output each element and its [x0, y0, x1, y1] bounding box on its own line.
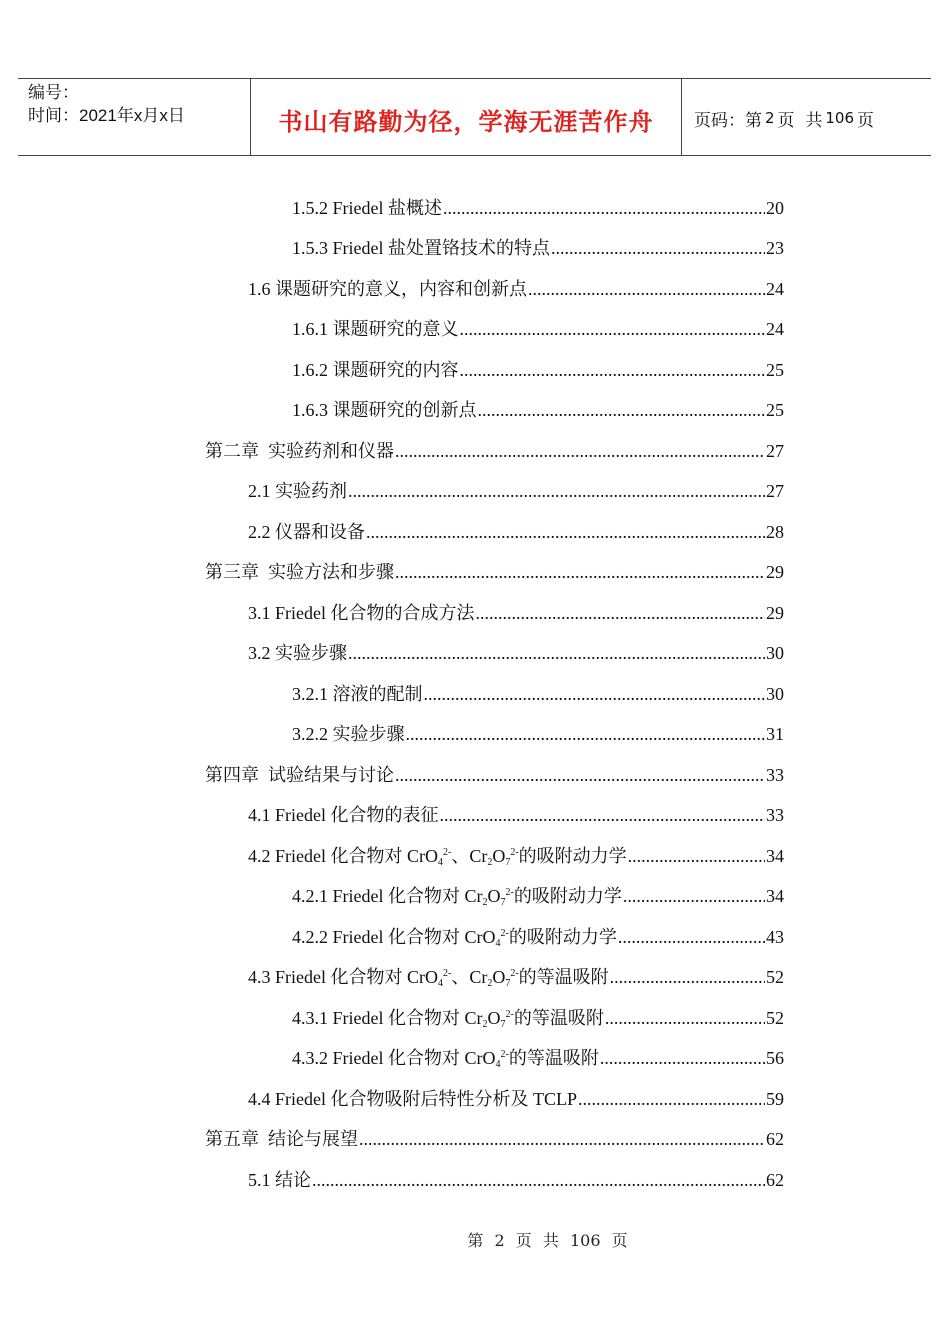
header-meta	[18, 79, 251, 155]
toc-leader-dots	[578, 1086, 765, 1112]
toc-entry[interactable]	[248, 478, 784, 504]
toc-entry[interactable]	[248, 276, 784, 302]
toc-entry[interactable]	[248, 640, 784, 666]
toc-entry[interactable]	[248, 964, 784, 990]
toc-entry[interactable]	[205, 559, 784, 585]
toc-leader-dots	[618, 924, 765, 950]
footer-suffix: 页	[611, 1231, 628, 1250]
toc-leader-dots	[478, 397, 766, 423]
toc-entry-page: 31	[766, 724, 784, 744]
toc-entry[interactable]	[292, 316, 784, 342]
footer-total-pages: 106	[569, 1231, 601, 1250]
toc-entry[interactable]	[248, 843, 784, 869]
toc-entry-label: 第五章 结论与展望	[205, 1129, 358, 1149]
toc-entry-page: 23	[766, 238, 784, 258]
page-footer	[0, 1228, 950, 1251]
toc-leader-dots	[348, 640, 765, 666]
toc-entry-page: 25	[766, 360, 784, 380]
toc-entry-label: 4.4 Friedel 化合物吸附后特性分析及 TCLP	[248, 1089, 577, 1109]
toc-entry-page: 25	[766, 400, 784, 420]
toc-entry-label: 第三章 实验方法和步骤	[205, 562, 394, 582]
toc-entry-page: 59	[766, 1089, 784, 1109]
header-motto: 书山有路勤为径，学海无涯苦作舟	[278, 107, 654, 136]
header-page-suffix: 页	[857, 110, 874, 131]
toc-entry[interactable]	[205, 762, 784, 788]
toc-entry-page: 34	[766, 846, 784, 866]
toc-entry-page: 30	[766, 684, 784, 704]
toc-entry-page: 33	[766, 765, 784, 785]
toc-entry-page: 56	[766, 1048, 784, 1068]
toc-entry-label: 2.2 仪器和设备	[248, 522, 365, 542]
footer-current-page: 2	[494, 1231, 505, 1250]
toc-leader-dots	[395, 762, 765, 788]
toc-entry-page: 29	[766, 603, 784, 623]
toc-entry-page: 30	[766, 643, 784, 663]
toc-leader-dots	[395, 438, 765, 464]
toc-entry-label: 5.1 结论	[248, 1170, 311, 1190]
toc-entry[interactable]	[292, 1045, 784, 1071]
toc-leader-dots	[348, 478, 765, 504]
toc-entry-label: 1.5.3 Friedel 盐处置铬技术的特点	[292, 238, 550, 258]
toc-entry-label: 1.6 课题研究的意义，内容和创新点	[248, 279, 527, 299]
toc-entry[interactable]	[292, 1005, 784, 1031]
toc-entry-page: 52	[766, 967, 784, 987]
header-motto-cell	[251, 79, 682, 155]
toc-entry[interactable]	[248, 600, 784, 626]
toc-entry[interactable]	[205, 438, 784, 464]
footer-mid1: 页	[515, 1231, 532, 1250]
toc-leader-dots	[476, 600, 766, 626]
toc-entry-label: 4.2.1 Friedel 化合物对 $Cr_2O_7^{2-}$的吸附动力学	[292, 886, 622, 908]
toc-leader-dots	[312, 1167, 765, 1193]
toc-entry-page: 24	[766, 319, 784, 339]
document-time-label: 时间：2021年x月x日	[28, 106, 185, 125]
toc-entry[interactable]	[292, 883, 784, 909]
toc-entry-label: 3.1 Friedel 化合物的合成方法	[248, 603, 475, 623]
toc-leader-dots	[605, 1005, 765, 1031]
header-page-info	[682, 79, 931, 155]
toc-leader-dots	[406, 721, 766, 747]
toc-entry-label: 4.3.1 Friedel 化合物对 $Cr_2O_7^{2-}$的等温吸附	[292, 1008, 604, 1030]
toc-entry-label: 1.5.2 Friedel 盐概述	[292, 198, 442, 218]
toc-leader-dots	[443, 195, 765, 221]
toc-leader-dots	[359, 1126, 765, 1152]
toc-entry-label: 1.6.3 课题研究的创新点	[292, 400, 477, 420]
header-page-total: 106	[825, 109, 854, 127]
toc-entry-page: 33	[766, 805, 784, 825]
toc-leader-dots	[424, 681, 766, 707]
toc-entry[interactable]	[292, 195, 784, 221]
toc-entry-label: 2.1 实验药剂	[248, 481, 347, 501]
toc-leader-dots	[551, 235, 765, 261]
header-page-prefix: 页码：第	[694, 110, 762, 131]
toc-entry-page: 62	[766, 1170, 784, 1190]
toc-entry-page: 29	[766, 562, 784, 582]
toc-leader-dots	[366, 519, 765, 545]
toc-leader-dots	[628, 843, 765, 869]
toc-entry-label: 4.2 Friedel 化合物对 CrO$_4^{2-}$、$Cr_2O_7^{2-}$的吸附动力学	[248, 846, 627, 868]
toc-entry[interactable]	[292, 357, 784, 383]
toc-entry-label: 1.6.1 课题研究的意义	[292, 319, 459, 339]
page-header	[18, 78, 931, 156]
toc-entry-page: 43	[766, 927, 784, 947]
toc-entry-label: 3.2.1 溶液的配制	[292, 684, 423, 704]
toc-entry-page: 27	[766, 481, 784, 501]
toc-entry[interactable]	[292, 397, 784, 423]
toc-entry-label: 第四章 试验结果与讨论	[205, 765, 394, 785]
toc-entry-page: 20	[766, 198, 784, 218]
toc-leader-dots	[623, 883, 765, 909]
toc-entry-page: 34	[766, 886, 784, 906]
toc-entry[interactable]	[248, 1086, 784, 1112]
header-page-current: 2	[765, 109, 775, 127]
toc-entry-page: 62	[766, 1129, 784, 1149]
document-number-label: 编号：	[28, 83, 79, 102]
toc-entry-label: 第二章 实验药剂和仪器	[205, 441, 394, 461]
header-page-mid: 页 共	[777, 110, 823, 131]
toc-entry[interactable]	[248, 802, 784, 828]
toc-entry-page: 28	[766, 522, 784, 542]
toc-entry-label: 3.2 实验步骤	[248, 643, 347, 663]
toc-leader-dots	[460, 316, 766, 342]
toc-entry-page: 52	[766, 1008, 784, 1028]
toc-entry[interactable]	[292, 681, 784, 707]
toc-entry[interactable]	[292, 924, 784, 950]
toc-entry-label: 4.3.2 Friedel 化合物对 CrO$_4^{2-}$的等温吸附	[292, 1048, 599, 1070]
footer-prefix: 第	[467, 1231, 484, 1250]
toc-leader-dots	[528, 276, 765, 302]
toc-leader-dots	[600, 1045, 765, 1071]
footer-mid2: 共	[542, 1231, 559, 1250]
toc-entry-page: 24	[766, 279, 784, 299]
toc-entry[interactable]	[292, 721, 784, 747]
toc-entry-label: 4.1 Friedel 化合物的表征	[248, 805, 439, 825]
toc-leader-dots	[460, 357, 766, 383]
toc-entry[interactable]	[248, 519, 784, 545]
toc-leader-dots	[610, 964, 765, 990]
toc-entry-label: 4.3 Friedel 化合物对 CrO$_4^{2-}$、$Cr_2O_7^{2-}$的等温吸附	[248, 967, 609, 989]
toc-entry-label: 3.2.2 实验步骤	[292, 724, 405, 744]
toc-entry[interactable]	[205, 1126, 784, 1152]
toc-entry-label: 4.2.2 Friedel 化合物对 CrO$_4^{2-}$的吸附动力学	[292, 927, 617, 949]
toc-entry[interactable]	[248, 1167, 784, 1193]
toc-entry[interactable]	[292, 235, 784, 261]
toc-leader-dots	[440, 802, 766, 828]
toc-entry-page: 27	[766, 441, 784, 461]
toc-entry-label: 1.6.2 课题研究的内容	[292, 360, 459, 380]
toc-leader-dots	[395, 559, 765, 585]
